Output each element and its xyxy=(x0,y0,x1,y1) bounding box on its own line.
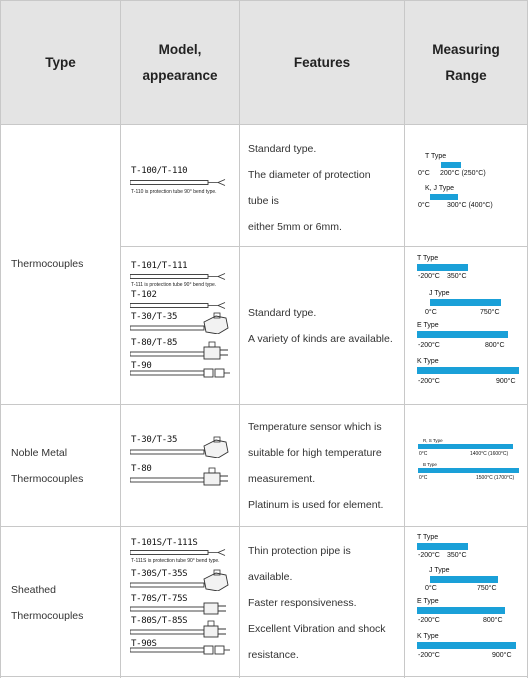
model-note: T-110 is protection tube 90° bend type. xyxy=(131,189,217,195)
type-line: Thermocouples xyxy=(11,473,84,485)
model-label: T-70S/T-75S xyxy=(131,594,188,604)
model-label: T-80/T-85 xyxy=(131,338,178,348)
range-bar xyxy=(417,367,519,374)
range-bar xyxy=(430,194,458,200)
model-label: T-101S/T-111S xyxy=(131,538,198,548)
range-high: 1500°C (1700°C) xyxy=(476,475,515,481)
feature-line: Faster responsiveness. xyxy=(248,597,357,609)
model-label: T-30/T-35 xyxy=(131,435,178,445)
range-low: 0°C xyxy=(419,475,428,481)
range-high: 900°C xyxy=(492,652,512,659)
grid-line xyxy=(0,0,528,1)
plug-probe-icon xyxy=(130,645,235,655)
range-low: 0°C xyxy=(425,309,437,316)
type-line: Sheathed xyxy=(11,584,56,596)
terminal-head-probe-icon xyxy=(130,312,235,334)
range-low: 0°C xyxy=(418,202,430,209)
straight-probe-icon xyxy=(130,301,235,311)
range-high: 200°C (250°C) xyxy=(440,170,486,177)
grid-line xyxy=(239,0,240,678)
range-type-label: J Type xyxy=(429,567,450,574)
range-high: 350°C xyxy=(447,273,467,280)
connector-probe-icon xyxy=(130,466,235,486)
connector-probe-icon xyxy=(130,597,235,615)
range-high: 750°C xyxy=(480,309,500,316)
grid-line xyxy=(0,526,528,527)
feature-line: tube is xyxy=(248,195,279,207)
feature-line: suitable for high temperature xyxy=(248,447,382,459)
model-note: T-111 is protection tube 90° bend type. xyxy=(131,282,217,288)
range-low: 0°C xyxy=(419,451,428,457)
header-features-label: Features xyxy=(293,54,351,70)
model-label: T-80S/T-85S xyxy=(131,616,188,626)
range-low: -200°C xyxy=(418,378,440,385)
model-label: T-90 xyxy=(131,361,152,371)
grid-line xyxy=(0,124,528,125)
range-bar xyxy=(417,331,508,338)
straight-probe-icon xyxy=(130,178,235,188)
features-list xyxy=(248,300,393,352)
features-list xyxy=(248,414,383,518)
range-bar xyxy=(417,607,505,614)
type-line: Thermocouples xyxy=(11,610,84,622)
header-range xyxy=(405,1,527,124)
plug-probe-icon xyxy=(130,368,235,378)
model-label: T-30/T-35 xyxy=(131,312,178,322)
type-thermocouples: Thermocouples xyxy=(11,258,84,270)
feature-line: Platinum is used for element. xyxy=(248,499,384,511)
feature-line: The diameter of protection xyxy=(248,169,371,181)
header-range-line2: Range xyxy=(445,67,487,83)
range-low: 0°C xyxy=(418,170,430,177)
connector-probe-icon xyxy=(130,340,235,360)
grid-line xyxy=(0,404,528,405)
range-bar xyxy=(417,264,468,271)
feature-line: measurement. xyxy=(248,473,316,485)
terminal-head-probe-icon xyxy=(130,569,235,591)
range-high: 900°C xyxy=(496,378,516,385)
range-type-label: T Type xyxy=(425,153,447,160)
feature-line: Standard type. xyxy=(248,143,317,155)
grid-line xyxy=(120,246,528,247)
range-low: -200°C xyxy=(418,273,440,280)
type-noble-metal xyxy=(11,440,83,492)
range-low: 0°C xyxy=(425,585,437,592)
range-type-label: T Type xyxy=(417,255,439,262)
grid-line xyxy=(0,676,528,677)
feature-line: either 5mm or 6mm. xyxy=(248,221,342,233)
connector-probe-icon xyxy=(130,620,235,638)
model-label: T-30S/T-35S xyxy=(131,569,188,579)
range-bar xyxy=(441,162,461,168)
straight-probe-icon xyxy=(130,272,235,282)
feature-line: A variety of kinds are available. xyxy=(248,333,393,345)
range-type-label: B Type xyxy=(423,462,437,467)
header-type-label: Type xyxy=(45,54,76,70)
range-high: 800°C xyxy=(485,342,505,349)
feature-line: Thin protection pipe is xyxy=(248,545,351,557)
range-type-label: T Type xyxy=(417,534,439,541)
model-label: T-80 xyxy=(131,464,152,474)
feature-line: resistance. xyxy=(248,649,299,661)
range-bar xyxy=(417,642,516,649)
header-type xyxy=(1,1,120,124)
range-type-label: R, S Type xyxy=(423,438,443,443)
range-type-label: E Type xyxy=(417,598,439,605)
range-high: 750°C xyxy=(477,585,497,592)
range-low: -200°C xyxy=(418,342,440,349)
range-high: 1400°C (1600°C) xyxy=(470,451,509,457)
grid-line xyxy=(0,0,1,678)
range-high: 350°C xyxy=(447,552,467,559)
range-type-label: K Type xyxy=(417,633,439,640)
feature-line: available. xyxy=(248,571,293,583)
header-model xyxy=(121,1,239,124)
model-label: T-90S xyxy=(131,639,157,649)
range-type-label: K Type xyxy=(417,358,439,365)
feature-line: Standard type. xyxy=(248,307,317,319)
range-low: -200°C xyxy=(418,617,440,624)
type-line: Noble Metal xyxy=(11,447,68,459)
straight-probe-icon xyxy=(130,548,235,558)
range-bar xyxy=(430,299,501,306)
range-type-label: K, J Type xyxy=(425,185,455,192)
model-label: T-101/T-111 xyxy=(131,261,188,271)
grid-line xyxy=(120,0,121,678)
range-type-label: E Type xyxy=(417,322,439,329)
feature-line: Excellent Vibration and shock xyxy=(248,623,386,635)
header-model-line1: Model, xyxy=(158,41,202,57)
range-high: 800°C xyxy=(483,617,503,624)
features-list xyxy=(248,538,386,668)
range-high: 300°C (400°C) xyxy=(447,202,493,209)
header-features xyxy=(240,1,404,124)
range-bar xyxy=(418,468,519,473)
range-bar xyxy=(430,576,498,583)
range-type-label: J Type xyxy=(429,290,450,297)
model-label: T-102 xyxy=(131,290,157,300)
terminal-head-probe-icon xyxy=(130,436,235,458)
model-label: T-100/T-110 xyxy=(131,166,188,176)
grid-line xyxy=(404,0,405,678)
features-list xyxy=(248,136,371,240)
range-bar xyxy=(418,444,513,449)
header-range-line1: Measuring xyxy=(432,41,500,57)
feature-line: Temperature sensor which is xyxy=(248,421,382,433)
range-low: -200°C xyxy=(418,652,440,659)
range-low: -200°C xyxy=(418,552,440,559)
model-note: T-111S is protection tube 90° bend type. xyxy=(131,558,220,564)
header-model-line2: appearance xyxy=(142,67,218,83)
range-bar xyxy=(417,543,468,550)
type-sheathed xyxy=(11,577,83,629)
